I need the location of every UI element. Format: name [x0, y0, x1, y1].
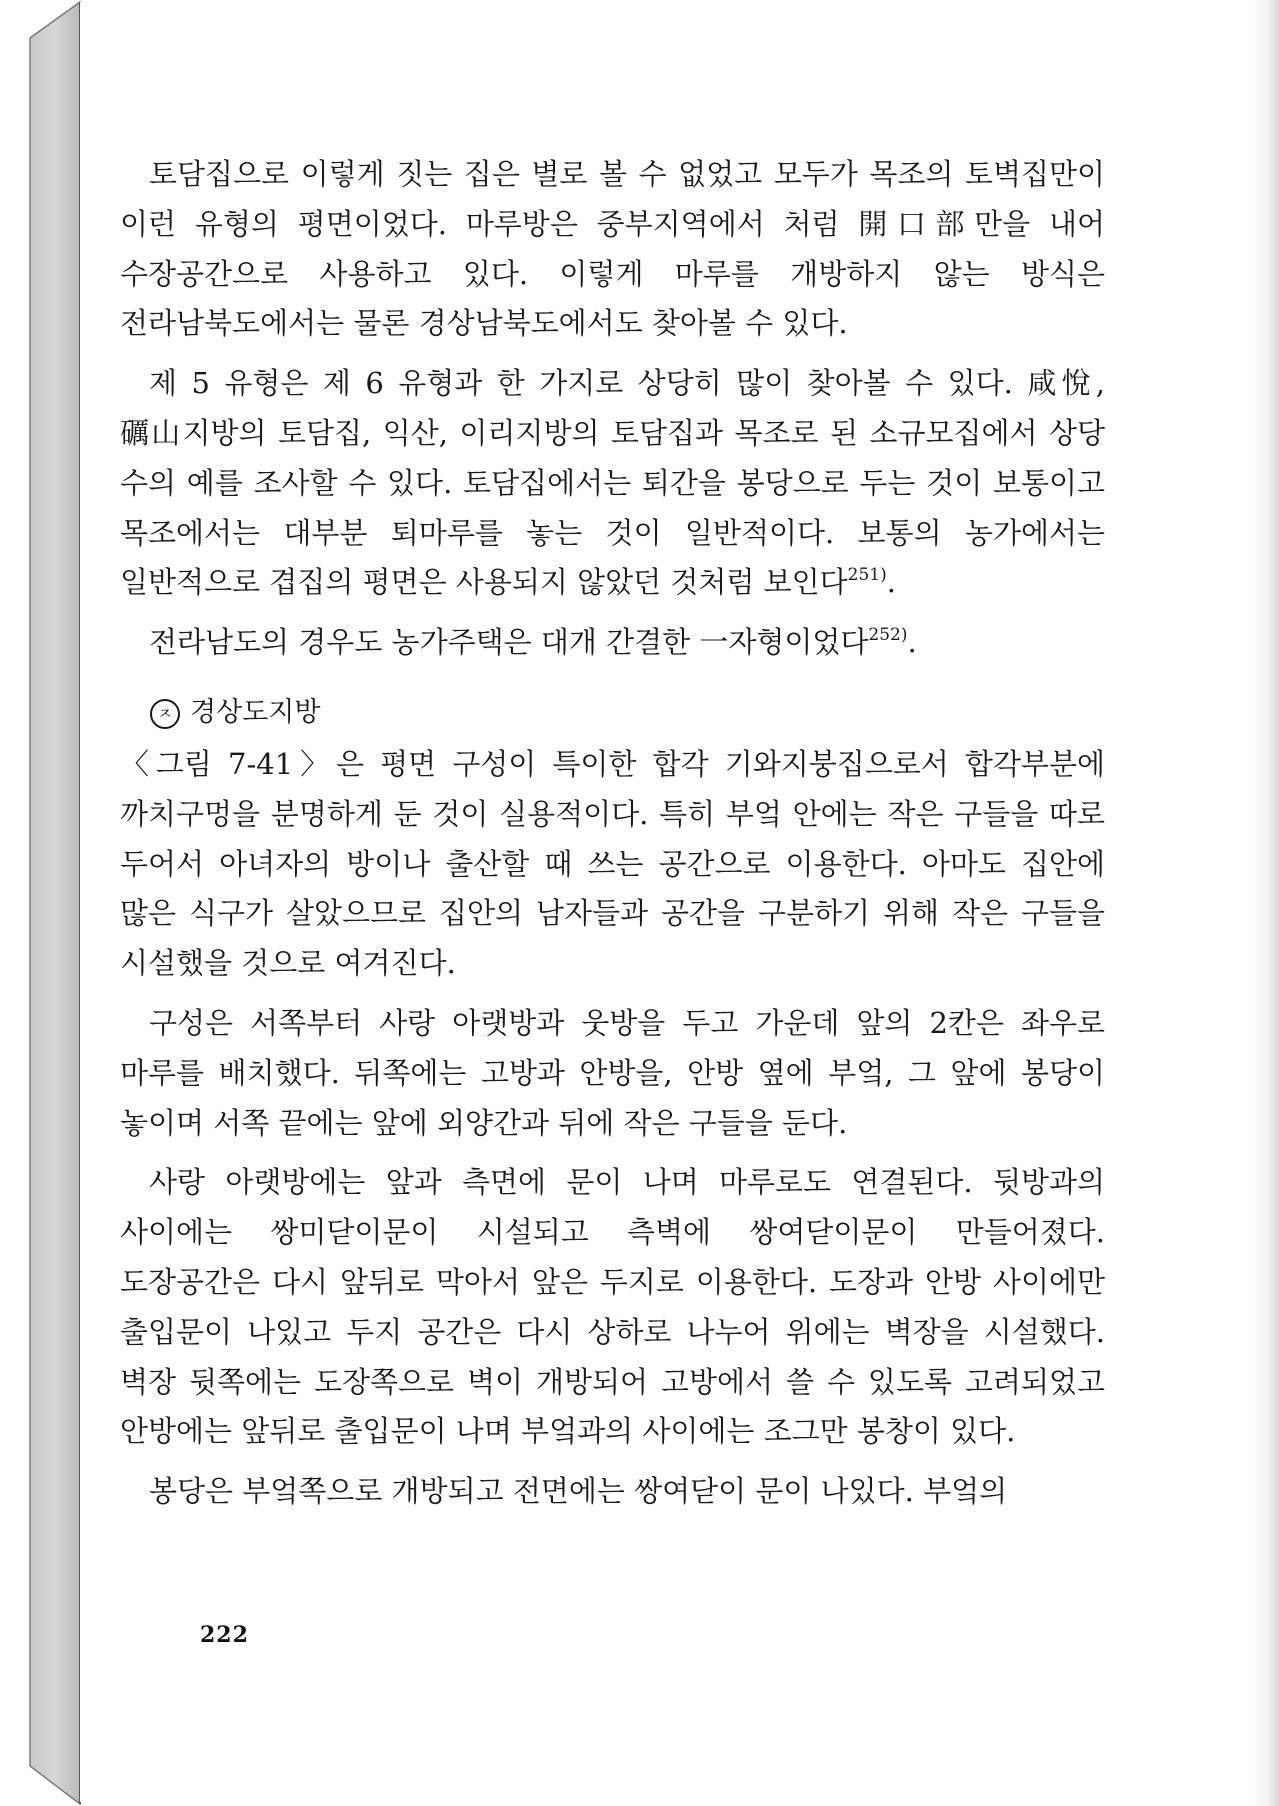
circled-marker: ㅈ — [150, 699, 180, 729]
paragraph-3 — [120, 618, 1105, 668]
paragraph-text: 봉당은 부엌쪽으로 개방되고 전면에는 쌍여닫이 문이 나있다. 부엌의 — [149, 1474, 1008, 1509]
section-paragraph-1 — [120, 740, 1105, 989]
paragraph-tail: . — [886, 565, 896, 600]
book-spine — [0, 0, 90, 1806]
paragraph-tail: . — [907, 625, 917, 660]
paragraph-1 — [120, 150, 1105, 349]
paragraph-2 — [120, 359, 1105, 608]
paragraph-text: 구성은 서쪽부터 사랑 아랫방과 웃방을 두고 가운데 앞의 2칸은 좌우로 마루를 배치했다. 뒤쪽에는 고방과 안방을, 안방 옆에 부엌, 그 앞에 봉당이 놓이며 서쪽 끝에는 앞에 외양간과 뒤에 작은 구들을 둔다. — [120, 1005, 1105, 1140]
section-paragraph-4 — [120, 1467, 1105, 1517]
footnote-ref: 252) — [868, 625, 908, 646]
paragraph-text: 사랑 아랫방에는 앞과 측면에 문이 나며 마루로도 연결된다. 뒷방과의 사이에는 쌍미닫이문이 시설되고 측벽에 쌍여닫이문이 만들어졌다. 도장공간은 다시 앞뒤로 막아서 앞은 두지로 이용한다. 도장과 안방 사이에만 출입문이 나있고 두지 공간은 다시 상하로 나누어 위에는 벽장을 시설했다. 벽장 뒷쪽에는 도장쪽으로 벽이 개방되어 고방에서 쓸 수 있도록 고려되었고 안방에는 앞뒤로 출입문이 나며 부엌과의 사이에는 조그만 봉창이 있다. — [120, 1165, 1105, 1449]
section-paragraph-2 — [120, 999, 1105, 1148]
paragraph-text: 〈그림 7-41〉은 평면 구성이 특이한 합각 기와지붕집으로서 합각부분에 까치구멍을 분명하게 둔 것이 실용적이다. 특히 부엌 안에는 작은 구들을 따로 두어서 아녀자의 방이나 출산할 때 쓰는 공간으로 이용한다. 아마도 집안에 많은 식구가 살았으므로 집안의 남자들과 공간을 구분하기 위해 작은 구들을 시설했을 것으로 여겨진다. — [120, 746, 1105, 981]
body-text — [120, 150, 1105, 1527]
paragraph-text: 토담집으로 이렇게 짓는 집은 별로 볼 수 없었고 모두가 목조의 토벽집만이 이런 유형의 평면이었다. 마루방은 중부지역에서 처럼 開口部만을 내어 수장공간으로 사용하고 있다. 이렇게 마루를 개방하지 않는 방식은 전라남북도에서는 물론 경상남북도에서도 찾아볼 수 있다. — [120, 157, 1105, 341]
paragraph-text: 전라남도의 경우도 농가주택은 대개 간결한 一자형이었다 — [149, 625, 869, 660]
page-edge-shadow — [1253, 0, 1279, 1806]
footnote-ref: 251) — [847, 565, 887, 586]
paragraph-text: 제 5 유형은 제 6 유형과 한 가지로 상당히 많이 찾아볼 수 있다. 咸悅, 礪山지방의 토담집, 익산, 이리지방의 토담집과 목조로 된 소규모집에서 상당 수의 예를 조사할 수 있다. 토담집에서는 퇴간을 봉당으로 두는 것이 보통이고 목조에서는 대부분 퇴마루를 놓는 것이 일반적이다. 보통의 농가에서는 일반적으로 겹집의 평면은 사용되지 않았던 것처럼 보인다 — [120, 366, 1105, 600]
section-title: 경상도지방 — [190, 696, 321, 728]
section-paragraph-3 — [120, 1158, 1105, 1457]
section-heading — [120, 690, 1105, 736]
page-number: 222 — [200, 1622, 249, 1648]
